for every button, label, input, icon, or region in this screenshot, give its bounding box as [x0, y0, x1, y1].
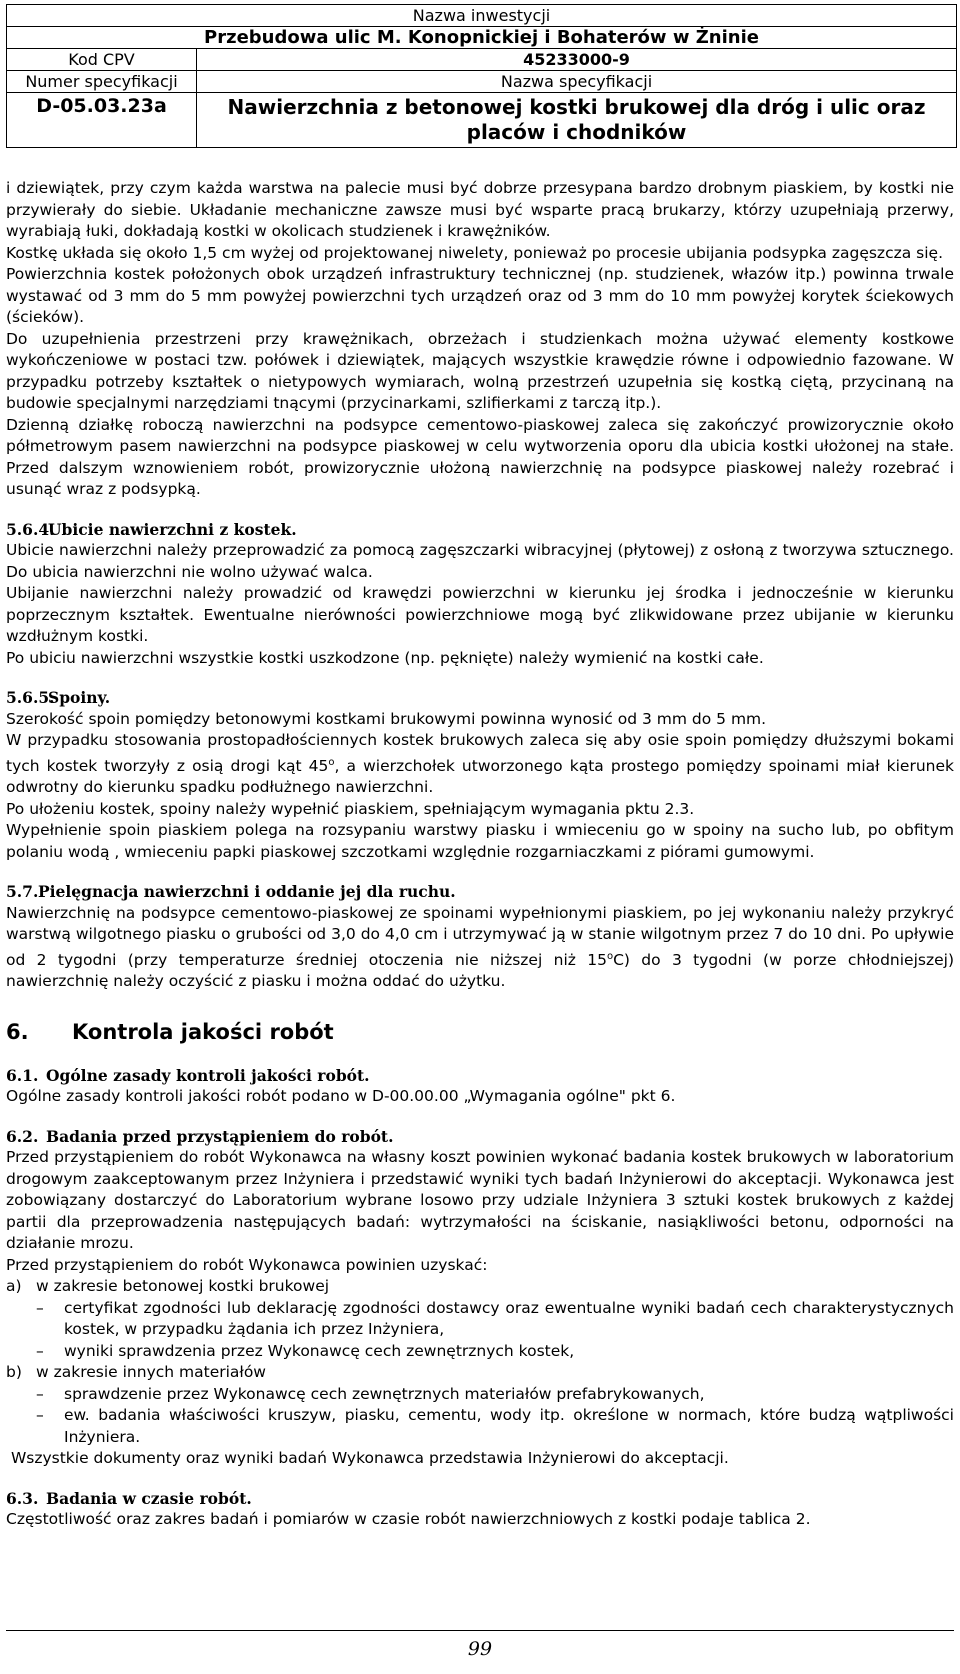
paragraph: i dziewiątek, przy czym każda warstwa na palecie musi być dobrze przesypana bardzo drobnym piaskiem, by kostki nie przywierały do siebie. Układanie mechaniczne zawsze musi być wsparte pracą brukarzy, którzy uzupełniają przerwy, wyrabiają łuki, dokładają kostki w okolicach studzienek i krawężników.	[6, 179, 954, 240]
paragraph: Ubicie nawierzchni należy przeprowadzić za pomocą zagęszczarki wibracyjnej (płytowej) z osłoną z tworzywa sztucznego. Do ubicia nawierzchni nie wolno używać walca.	[6, 541, 954, 581]
spec-name-label: Nazwa specyfikacji	[197, 71, 957, 93]
paragraph: Powierzchnia kostek położonych obok urządzeń infrastruktury technicznej (np. studzienek, włazów itp.) powinna trwale wystawać od 3 mm do 5 mm powyżej powierzchni tych urządzeń oraz od 3 mm do 10 mm powyżej korytek ściekowych (ścieków).	[6, 265, 954, 326]
paragraph: W przypadku stosowania prostopadłościennych kostek brukowych zaleca się aby osie spoin pomiędzy dłuższymi bokami tych kostek tworzyły z osią drogi kąt 45$^o$, a wierzchołek utworzonego kąta prostego pomiędzy spoinami miał kierunek odwrotny do kierunku spadku podłużnego nawierzchni.	[6, 731, 954, 797]
list-item: – sprawdzenie przez Wykonawcę cech zewnętrznych materiałów prefabrykowanych,	[36, 1384, 705, 1403]
paragraph: Kostkę układa się około 1,5 cm wyżej od projektowanej niwelety, ponieważ po procesie ubijania podsypka zagęszcza się.	[6, 243, 943, 262]
spec-code: D-05.03.23a	[7, 93, 197, 148]
section-heading-5-6-4: 5.6.4.Ubicie nawierzchni z kostek.	[6, 519, 297, 539]
chapter-heading-6: 6. Kontrola jakości robót	[6, 1019, 334, 1044]
document-body	[6, 178, 954, 1531]
cpv-value: 45233000-9	[197, 49, 957, 71]
page-number: 99	[467, 1638, 493, 1660]
paragraph: Przed przystąpieniem do robót Wykonawca powinien uzyskać:	[6, 1255, 488, 1274]
paragraph: Ubijanie nawierzchni należy prowadzić od krawędzi powierzchni w kierunku jej środka i jednocześnie w kierunku poprzecznym kształtek. Ewentualne nierówności powierzchniowe mogą być zlikwidowane przez ubijanie w kierunku wzdłużnym kostki.	[6, 584, 954, 645]
section-heading-6-3: 6.3. Badania w czasie robót.	[6, 1488, 252, 1508]
paragraph: Po ułożeniu kostek, spoiny należy wypełnić piaskiem, spełniającym wymagania pktu 2.3.	[6, 799, 695, 818]
section-heading-5-6-5: 5.6.5.Spoiny.	[6, 688, 111, 707]
cpv-label: Kod CPV	[7, 49, 197, 71]
spec-header-table	[6, 4, 957, 148]
list-item-b: b) w zakresie innych materiałów	[6, 1363, 266, 1382]
paragraph: Przed przystąpieniem do robót Wykonawca na własny koszt powinien wykonać badania kostek brukowych w laboratorium drogowym zaakceptowanym przez Inżyniera i przedstawić wyniki tych badań Inżynierowi do akceptacji. Wykonawca jest zobowiązany dostarczyć do Laboratorium wybrane losowo przy udziale Inżyniera 3 sztuki kostek brukowych z każdej partii dla przeprowadzenia następujących badań: wytrzymałości na ściskanie, nasiąkliwości betonu, odporności na działanie mrozu.	[6, 1148, 954, 1253]
paragraph: Szerokość spoin pomiędzy betonowymi kostkami brukowymi powinna wynosić od 3 mm do 5 mm.	[6, 709, 767, 728]
footer-divider	[6, 1630, 954, 1631]
list-item: – wyniki sprawdzenia przez Wykonawcę cech zewnętrznych kostek,	[36, 1341, 575, 1360]
paragraph: Dzienną działkę roboczą nawierzchni na podsypce cementowo-piaskowej zaleca się zakończyć prowizorycznie około półmetrowym pasem nawierzchni na podsypce piaskowej w celu wytworzenia oporu dla ubicia kostki ułożonej na stałe. Przed dalszym wznowieniem robót, prowizorycznie ułożoną nawierzchnię na podsypce piaskowej należy rozebrać i usunąć wraz z podsypką.	[6, 415, 954, 498]
investment-name: Przebudowa ulic M. Konopnickiej i Bohaterów w Żninie	[7, 27, 957, 49]
spec-number-label: Numer specyfikacji	[7, 71, 197, 93]
paragraph: Ogólne zasady kontroli jakości robót podano w D-00.00.00 „Wymagania ogólne" pkt 6.	[6, 1087, 676, 1106]
document-page	[6, 4, 956, 148]
list-item-a: a) w zakresie betonowej kostki brukowej	[6, 1277, 330, 1296]
paragraph: Nawierzchnię na podsypce cementowo-piaskowej ze spoinami wypełnionymi piaskiem, po jej wykonaniu należy przykryć warstwą wilgotnego piasku o grubości od 3,0 do 4,0 cm i utrzymywać ją w stanie wilgotnym przez 7 do 10 dni. Po upływie od 2 tygodni (przy temperaturze średniej otoczenia nie niższej niż 15$^o$C) do 3 tygodni (w porze chłodniejszej) nawierzchnię należy oczyścić z piasku i można oddać do użytku.	[6, 903, 954, 991]
paragraph: Częstotliwość oraz zakres badań i pomiarów w czasie robót nawierzchniowych z kostki podaje tablica 2.	[6, 1510, 811, 1529]
paragraph: Wypełnienie spoin piaskiem polega na rozsypaniu warstwy piasku i wmieceniu go w spoiny na sucho lub, po obfitym polaniu wodą , wmieceniu papki piaskowej szczotkami względnie rozgarniaczkami z piórami gumowymi.	[6, 821, 954, 861]
section-heading-6-1: 6.1. Ogólne zasady kontroli jakości robót.	[6, 1065, 370, 1085]
spec-name: Nawierzchnia z betonowej kostki brukowej dla dróg i ulic oraz placów i chodników	[197, 93, 957, 148]
section-heading-6-2: 6.2. Badania przed przystąpieniem do robót.	[6, 1126, 394, 1146]
section-heading-5-7: 5.7.Pielęgnacja nawierzchni i oddanie jej dla ruchu.	[6, 882, 456, 902]
paragraph: Wszystkie dokumenty oraz wyniki badań Wykonawca przedstawia Inżynierowi do akceptacji.	[6, 1449, 729, 1468]
paragraph: Do uzupełnienia przestrzeni przy krawężnikach, obrzeżach i studzienkach można używać elementy kostkowe wykończeniowe w postaci tzw. połówek i dziewiątek, mających wszystkie krawędzie równe i odpowiednio fazowane. W przypadku potrzeby kształtek o nietypowych wymiarach, wolną przestrzeń uzupełnia się kostką ciętą, przycinaną na budowie specjalnymi narzędziami tnącymi (przycinarkami, szlifierkami z tarczą itp.).	[6, 329, 954, 412]
investment-label: Nazwa inwestycji	[7, 5, 957, 27]
paragraph: Po ubiciu nawierzchni wszystkie kostki uszkodzone (np. pęknięte) należy wymienić na kostki całe.	[6, 648, 764, 667]
list-item: – ew. badania właściwości kruszyw, piasku, cementu, wody itp. określone w normach, które budzą wątpliwości Inżyniera.	[36, 1406, 954, 1446]
list-item: – certyfikat zgodności lub deklarację zgodności dostawcy oraz ewentualne wyniki badań cech charakterystycznych kostek, w przypadku żądania ich przez Inżyniera,	[36, 1298, 954, 1339]
